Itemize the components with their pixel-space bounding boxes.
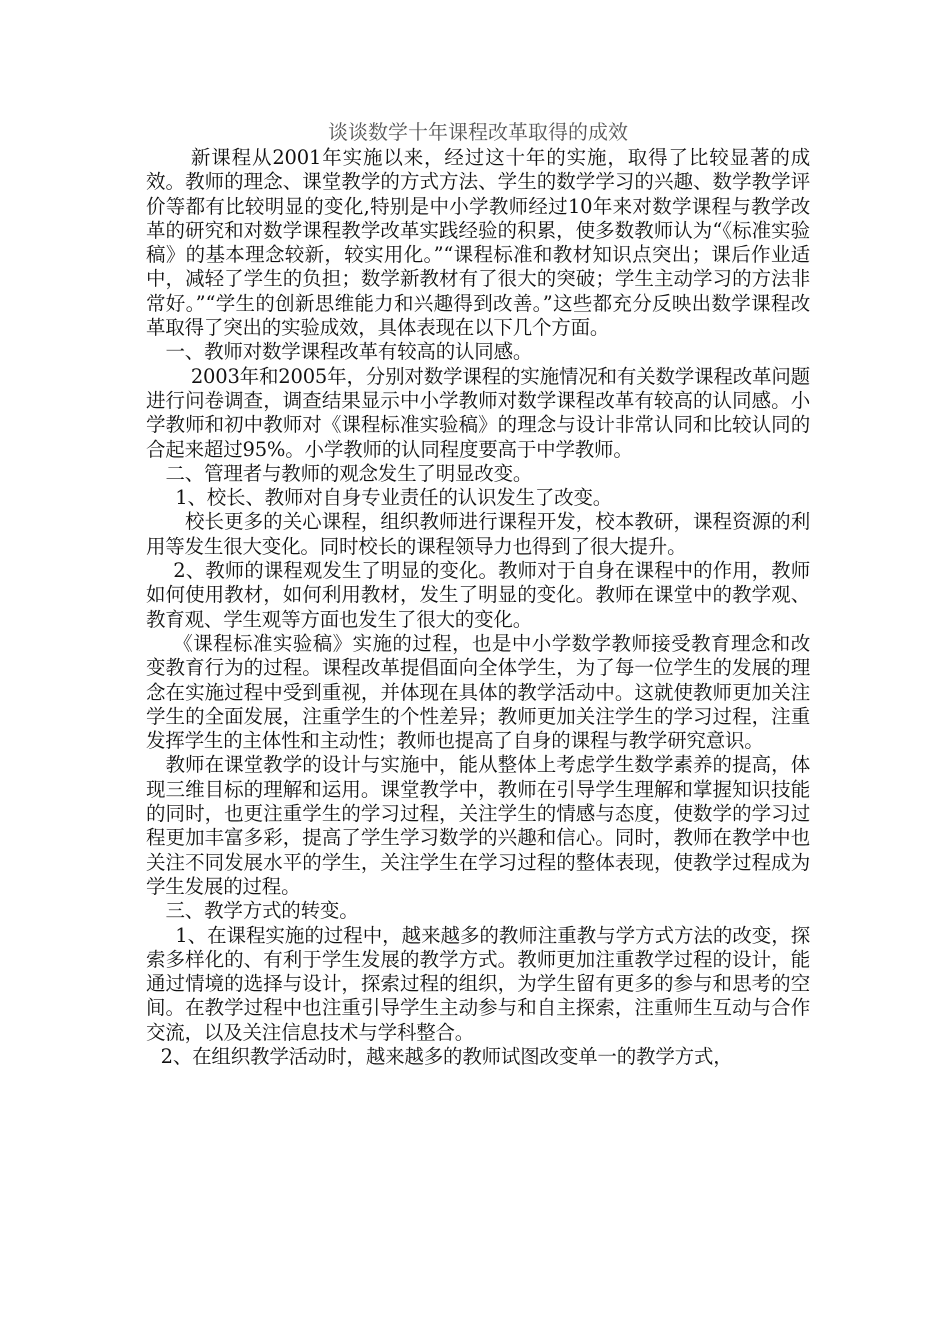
subheading-3-1: 1、在课程实施的过程中，越来越多的教师注重教与学方式方法的改变，探索多样化的、有利于学生发展的教学方式。教师更加注重教学过程的设计，能通过情境的选择与设计，探索过程的组织，为学生留有更多的参与和思考的空间。在教学过程中也注重引导学生主动参与和自主探索，注重师生互动与合作交流，以及关注信息技术与学科整合。	[146, 923, 810, 1044]
paragraph-classroom: 教师在课堂教学的设计与实施中，能从整体上考虑学生数学素养的提高，体现三维目标的理解和运用。课堂教学中，教师在引导学生理解和掌握知识技能的同时，也更注重学生的学习过程，关注学生的情感与态度，使数学的学习过程更加丰富多彩，提高了学生学习数学的兴趣和信心。同时，教师在教学中也关注不同发展水平的学生，关注学生在学习过程的整体表现，使教学过程成为学生发展的过程。	[146, 753, 810, 898]
document-page	[146, 118, 810, 1069]
subheading-2-1: 1、校长、教师对自身专业责任的认识发生了改变。	[175, 486, 613, 510]
section-heading-1: 一、教师对数学课程改革有较高的认同感。	[165, 340, 533, 364]
paragraph-survey: 2003年和2005年，分别对数学课程的实施情况和有关数学课程改革问题进行问卷调查，调查结果显示中小学教师对数学课程改革有较高的认同感。小学教师和初中教师对《课程标准实验稿》的理念与设计非常认同和比较认同的合起来超过95%。小学教师的认同程度要高于中学教师。	[146, 364, 810, 461]
paragraph-intro: 新课程从2001年实施以来，经过这十年的实施，取得了比较显著的成效。教师的理念、课堂教学的方式方法、学生的数学学习的兴趣、数学教学评价等都有比较明显的变化,特别是中小学教师经过10年来对数学课程与教学改革的研究和对数学课程教学改革实践经验的积累，使多数教师认为“《标准实验稿》的基本理念较新，较实用化。”“课程标准和教材知识点突出；课后作业适中，减轻了学生的负担；数学新教材有了很大的突破；学生主动学习的方法非常好。”“学生的创新思维能力和兴趣得到改善。”这些都充分反映出数学课程改革取得了突出的实验成效，具体表现在以下几个方面。	[146, 146, 810, 340]
document-title: 谈谈数学十年课程改革取得的成效	[328, 120, 628, 144]
subheading-3-2: 2、在组织教学活动时，越来越多的教师试图改变单一的教学方式，	[160, 1044, 733, 1068]
paragraph-principal: 校长更多的关心课程，组织教师进行课程开发，校本教研，课程资源的利用等发生很大变化。同时校长的课程领导力也得到了很大提升。	[146, 510, 810, 558]
section-heading-3: 三、教学方式的转变。	[165, 899, 359, 923]
subheading-2-2: 2、教师的课程观发生了明显的变化。教师对于自身在课程中的作用，教师如何使用教材，如何利用教材，发生了明显的变化。教师在课堂中的教学观、教育观、学生观等方面也发生了很大的变化。	[146, 559, 810, 631]
paragraph-standard: 《课程标准实验稿》实施的过程，也是中小学数学教师接受教育理念和改变教育行为的过程。课程改革提倡面向全体学生，为了每一位学生的发展的理念在实施过程中受到重视，并体现在具体的教学活动中。这就使教师更加关注学生的全面发展，注重学生的个性差异；教师更加关注学生的学习过程，注重发挥学生的主体性和主动性；教师也提高了自身的课程与教学研究意识。	[146, 631, 810, 753]
section-heading-2: 二、管理者与教师的观念发生了明显改变。	[165, 461, 533, 485]
